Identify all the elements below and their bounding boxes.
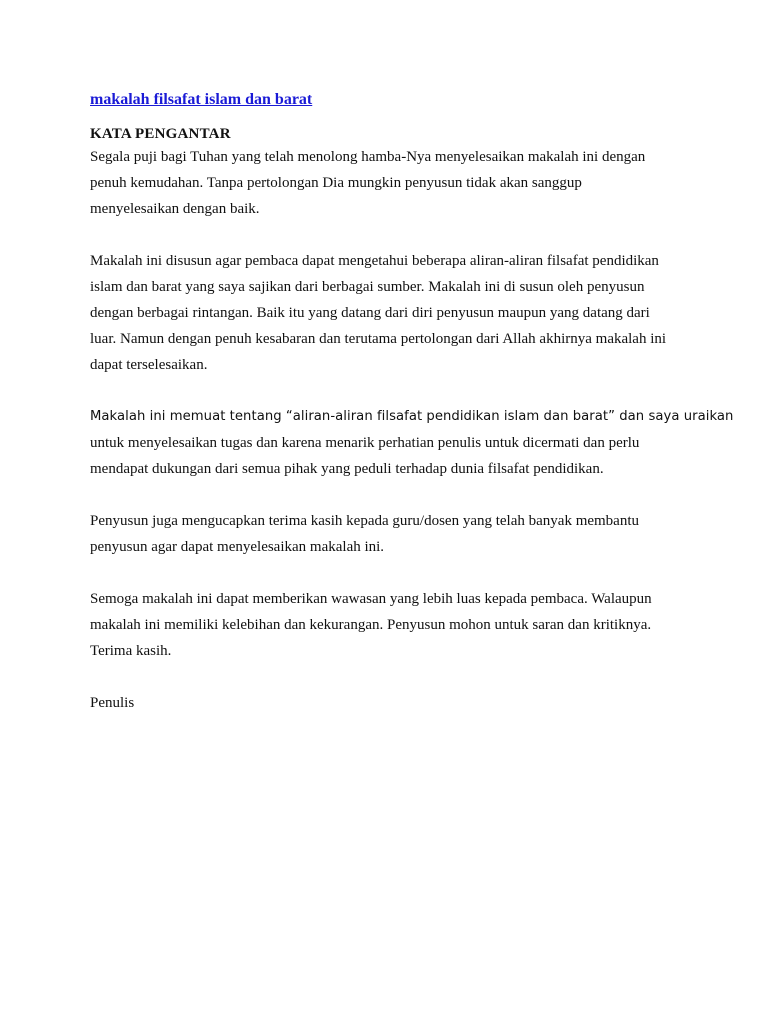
paragraph-3	[90, 404, 734, 482]
document-body	[90, 89, 734, 716]
paragraph-line: Terima kasih.	[90, 643, 172, 659]
paragraph-line: makalah ini memiliki kelebihan dan kekurangan. Penyusun mohon untuk saran dan kritiknya.	[90, 617, 652, 633]
paragraph-line: Semoga makalah ini dapat memberikan wawasan yang lebih luas kepada pembaca. Walaupun	[90, 591, 652, 607]
paragraph-line: penuh kemudahan. Tanpa pertolongan Dia mungkin penyusun tidak akan sanggup	[90, 175, 582, 191]
paragraph-2	[90, 248, 690, 378]
paragraph-line: menyelesaikan dengan baik.	[90, 201, 260, 217]
paragraph-line: dengan berbagai rintangan. Baik itu yang datang dari diri penyusun maupun yang datang dari	[90, 305, 650, 321]
signature: Penulis	[90, 695, 135, 711]
paragraph-line: islam dan barat yang saya sajikan dari berbagai sumber. Makalah ini di susun oleh penyusun	[90, 279, 645, 295]
paragraph-line: untuk menyelesaikan tugas dan karena menarik perhatian penulis untuk dicermati dan perlu	[90, 435, 640, 451]
paragraph-line: luar. Namun dengan penuh kesabaran dan terutama pertolongan dari Allah akhirnya makalah ini	[90, 331, 667, 347]
paragraph-line: penyusun agar dapat menyelesaikan makalah ini.	[90, 539, 385, 555]
paragraph-line: Makalah ini memuat tentang “aliran-aliran filsafat pendidikan islam dan barat” dan saya uraikan	[90, 409, 734, 424]
paragraph-line: dapat terselesaikan.	[90, 357, 208, 373]
section-heading: KATA PENGANTAR	[90, 126, 231, 142]
paragraph-5	[90, 586, 690, 664]
paragraph-4	[90, 508, 690, 560]
paragraph-line: Segala puji bagi Tuhan yang telah menolong hamba-Nya menyelesaikan makalah ini dengan	[90, 149, 646, 165]
paragraph-line: Penyusun juga mengucapkan terima kasih kepada guru/dosen yang telah banyak membantu	[90, 513, 640, 529]
paragraph-1	[90, 144, 690, 222]
paragraph-line: mendapat dukungan dari semua pihak yang peduli terhadap dunia filsafat pendidikan.	[90, 461, 604, 477]
paragraph-line: Makalah ini disusun agar pembaca dapat mengetahui beberapa aliran-aliran filsafat pendidikan	[90, 253, 659, 269]
title-link[interactable]: makalah filsafat islam dan barat	[90, 91, 313, 108]
